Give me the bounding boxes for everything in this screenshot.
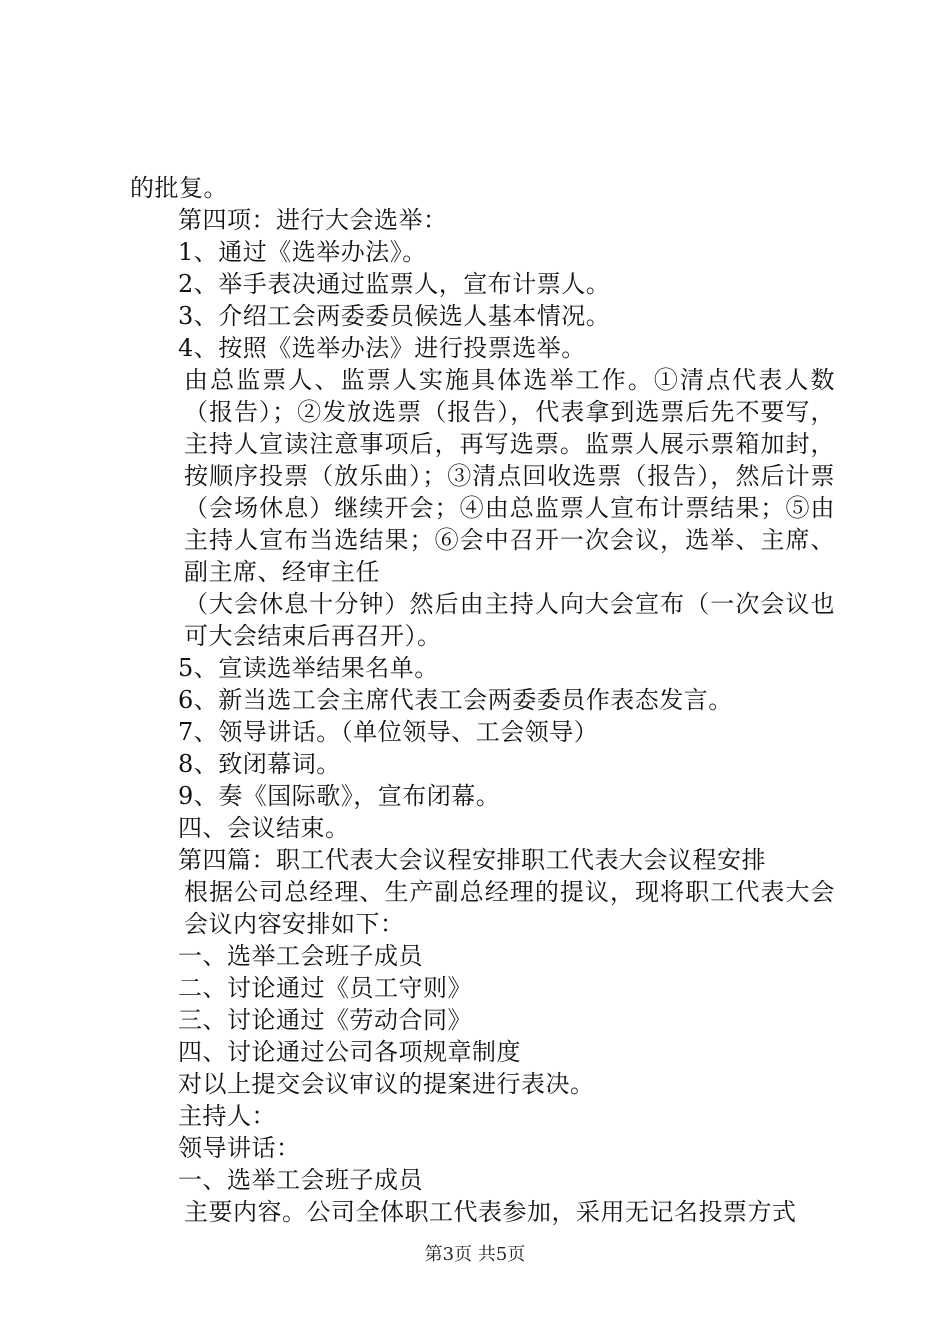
text-line: 5、宣读选举结果名单。: [178, 654, 439, 682]
text-line: 四、讨论通过公司各项规章制度: [178, 1038, 521, 1066]
section-heading: 第四篇：职工代表大会议程安排职工代表大会议程安排: [178, 846, 766, 874]
text-line: 9、奏《国际歌》，宣布闭幕。: [178, 782, 501, 810]
text-line: 6、新当选工会主席代表工会两委委员作表态发言。: [178, 686, 733, 714]
text-line: 一、选举工会班子成员: [178, 1166, 423, 1194]
paragraph-vote-procedure: 由总监票人、监票人实施具体选举工作。①清点代表人数（报告）；②发放选票（报告），代表拿到选票后先不要写，主持人宣读注意事项后，再写选票。监票人展示票箱加封，按顺序投票（放乐曲）；③清点回收选票（报告），然后计票（会场休息）继续开会；④由总监票人宣布计票结果；⑤由主持人宣布当选结果；⑥会中召开一次会议，选举、主席、副主席、经审主任: [184, 366, 835, 586]
text-line: 的批复。: [130, 174, 228, 202]
text-line: 主持人：: [178, 1102, 276, 1130]
paragraph-arrangement: 根据公司总经理、生产副总经理的提议，现将职工代表大会会议内容安排如下：: [184, 878, 835, 938]
text-line: 对以上提交会议审议的提案进行表决。: [178, 1070, 595, 1098]
page-number-footer: 第3页 共5页: [424, 1244, 526, 1265]
text-line: 8、致闭幕词。: [178, 750, 341, 778]
text-line: 7、领导讲话。（单位领导、工会领导）: [178, 718, 599, 746]
text-line: 一、选举工会班子成员: [178, 942, 423, 970]
text-line: 2、举手表决通过监票人，宣布计票人。: [178, 270, 611, 298]
text-line: 3、介绍工会两委委员候选人基本情况。: [178, 302, 611, 330]
text-line: 4、按照《选举办法》进行投票选举。: [178, 334, 586, 362]
text-line: 第四项：进行大会选举：: [178, 206, 448, 234]
paragraph-break-note: （大会休息十分钟）然后由主持人向大会宣布（一次会议也可大会结束后再召开）。: [184, 590, 835, 650]
text-line: 四、会议结束。: [178, 814, 350, 842]
document-body: [130, 172, 835, 1228]
text-line: 1、通过《选举办法》。: [178, 238, 427, 266]
text-line: 三、讨论通过《劳动合同》: [178, 1006, 472, 1034]
text-line: 领导讲话：: [178, 1134, 301, 1162]
text-line: 主要内容。公司全体职工代表参加，采用无记名投票方式: [184, 1198, 797, 1226]
text-line: 二、讨论通过《员工守则》: [178, 974, 472, 1002]
